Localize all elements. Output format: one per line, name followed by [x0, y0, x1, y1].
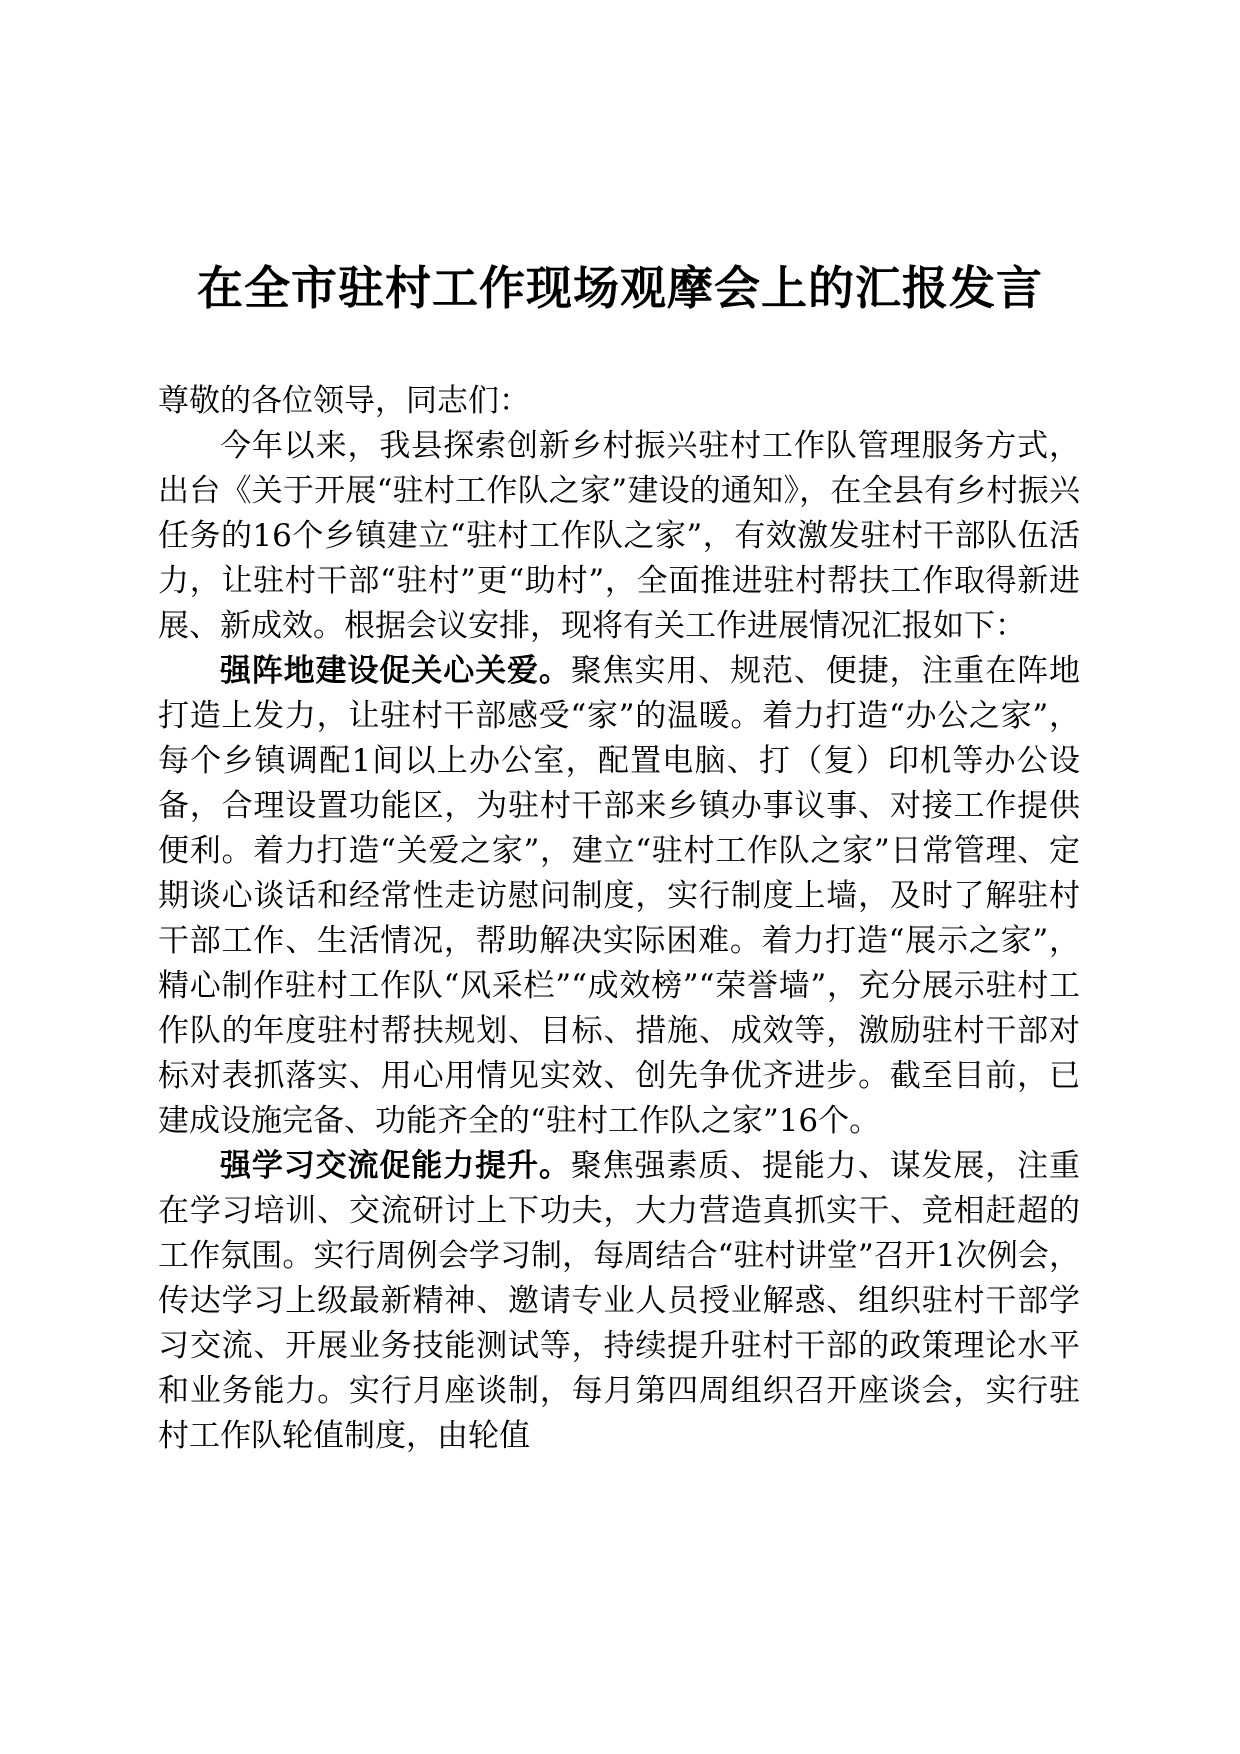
document-title: 在全市驻村工作现场观摩会上的汇报发言 — [197, 261, 1043, 315]
document-body — [158, 379, 1080, 1459]
intro-paragraph: 今年以来，我县探索创新乡村振兴驻村工作队管理服务方式，出台《关于开展“驻村工作队之家”建设的通知》，在全县有乡村振兴任务的16个乡镇建立“驻村工作队之家”，有效激发驻村干部队伍活力，让驻村干部“驻村”更“助村”，全面推进驻村帮扶工作取得新进展、新成效。根据会议安排，现将有关工作进展情况汇报如下： — [158, 428, 1080, 644]
section-text: 聚焦强素质、提能力、谋发展，注重在学习培训、交流研讨上下功夫，大力营造真抓实干、竞相赶超的工作氛围。实行周例会学习制，每周结合“驻村讲堂”召开1次例会，传达学习上级最新精神、邀请专业人员授业解惑、组织驻村干部学习交流、开展业务技能测试等，持续提升驻村干部的政策理论水平和业务能力。实行月座谈制，每月第四周组织召开座谈会，实行驻村工作队轮值制度，由轮值 — [158, 1148, 1081, 1454]
section-lead: 强学习交流促能力提升。 — [220, 1148, 571, 1184]
section-text: 聚焦实用、规范、便捷，注重在阵地打造上发力，让驻村干部感受“家”的温暖。着力打造“办公之家”，每个乡镇调配1间以上办公室，配置电脑、打（复）印机等办公设备，合理设置功能区，为驻村干部来乡镇办事议事、对接工作提供便利。着力打造“关爱之家”，建立“驻村工作队之家”日常管理、定期谈心谈话和经常性走访慰问制度，实行制度上墙，及时了解驻村干部工作、生活情况，帮助解决实际困难。着力打造“展示之家”，精心制作驻村工作队“风采栏”“成效榜”“荣誉墙”，充分展示驻村工作队的年度驻村帮扶规划、目标、措施、成效等，激励驻村干部对标对表抓落实、用心用情见实效、创先争优齐进步。截至目前，已建成设施完备、功能齐全的“驻村工作队之家”16个。 — [158, 653, 1081, 1139]
section-lead: 强阵地建设促关心关爱。 — [220, 653, 571, 689]
section-paragraph — [158, 649, 1080, 1144]
salutation: 尊敬的各位领导，同志们： — [158, 383, 530, 419]
section-paragraph — [158, 1144, 1080, 1459]
